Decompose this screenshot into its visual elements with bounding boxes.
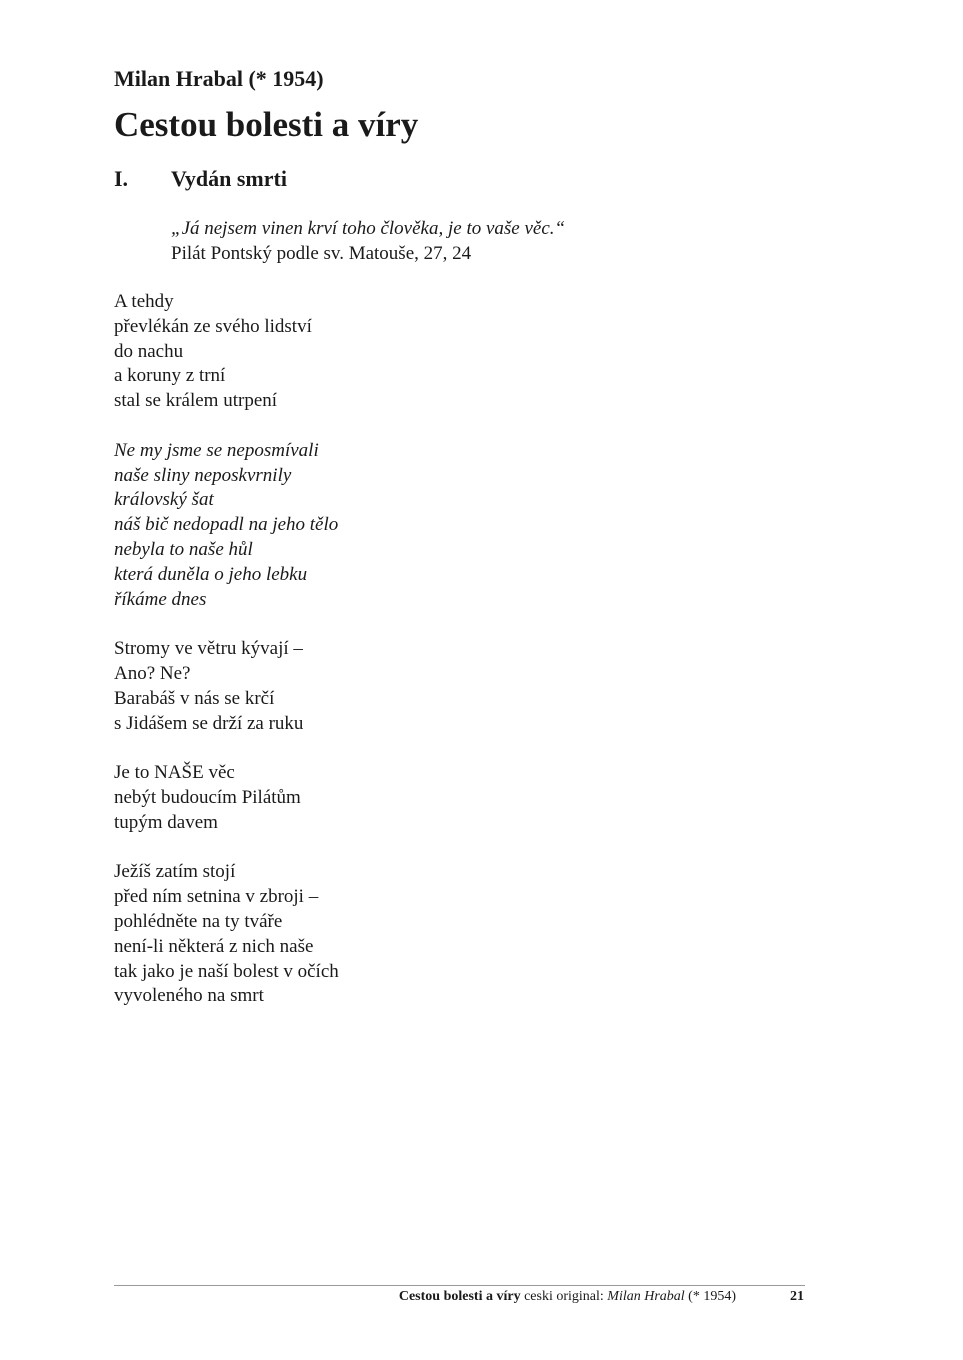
poem-line: královský šat [114,489,214,511]
running-footer [399,1287,736,1307]
poem-line: tupým davem [114,811,218,833]
poem-line: Barabáš v nás se krčí [114,687,275,709]
footer-author: Milan Hrabal [607,1289,685,1304]
author-heading: Milan Hrabal (* 1954) [114,66,324,91]
poem-line: Je to NAŠE věc [114,762,235,784]
poem-line: Ano? Ne? [114,662,191,684]
poem-line: převlékán ze svého lidství [114,315,312,337]
footer-title: Cestou bolesti a víry [398,1289,521,1304]
stanza-2 [114,439,339,613]
poem-line: říkáme dnes [114,588,207,610]
poem-line: Stromy ve větru kývají – [114,638,303,660]
section-heading [114,164,287,194]
stanza-1 [114,290,339,414]
poem-line: Ježíš zatím stojí [114,861,236,883]
poem-line: vyvoleného na smrt [114,985,264,1007]
stanza-4 [114,761,339,835]
poem-title: Cestou bolesti a víry [114,105,419,144]
section-number: I. [114,166,129,191]
poem-line: pohlédněte na ty tváře [114,910,283,932]
stanza-3 [114,637,339,736]
poem-line: není-li některá z nich naše [114,935,314,957]
section-title: Vydán smrti [171,166,287,191]
poem-line: náš bič nedopadl na jeho tělo [114,514,339,536]
footer-middle: ceski original: [520,1289,608,1304]
poem-line: naše sliny neposkvrnily [114,464,292,486]
poem-line: která duněla o jeho lebku [114,563,308,585]
epigraph-source: Pilát Pontský podle sv. Matouše, 27, 24 [171,243,472,264]
poem-line: a koruny z trní [114,365,226,387]
poem-line: A tehdy [114,291,174,312]
epigraph-quote: „Já nejsem vinen krví toho člověka, je to vaše věc.“ [171,218,566,239]
poem-line: do nachu [114,340,184,362]
epigraph [171,216,565,266]
poem-body [114,290,339,1034]
stanza-5 [114,860,339,1009]
page-number: 21 [790,1289,804,1304]
poem-line: s Jidášem se drží za ruku [114,712,304,734]
poem-line: před ním setnina v zbroji – [114,886,319,908]
poem-line: nebýt budoucím Pilátům [114,786,301,808]
poem-line: tak jako je naší bolest v očích [114,960,339,982]
poem-line: Ne my jsme se neposmívali [114,439,319,461]
footer-divider [114,1285,805,1286]
footer-year: (* 1954) [684,1289,736,1304]
poem-line: stal se králem utrpení [114,390,278,412]
poem-line: nebyla to naše hůl [114,538,253,560]
